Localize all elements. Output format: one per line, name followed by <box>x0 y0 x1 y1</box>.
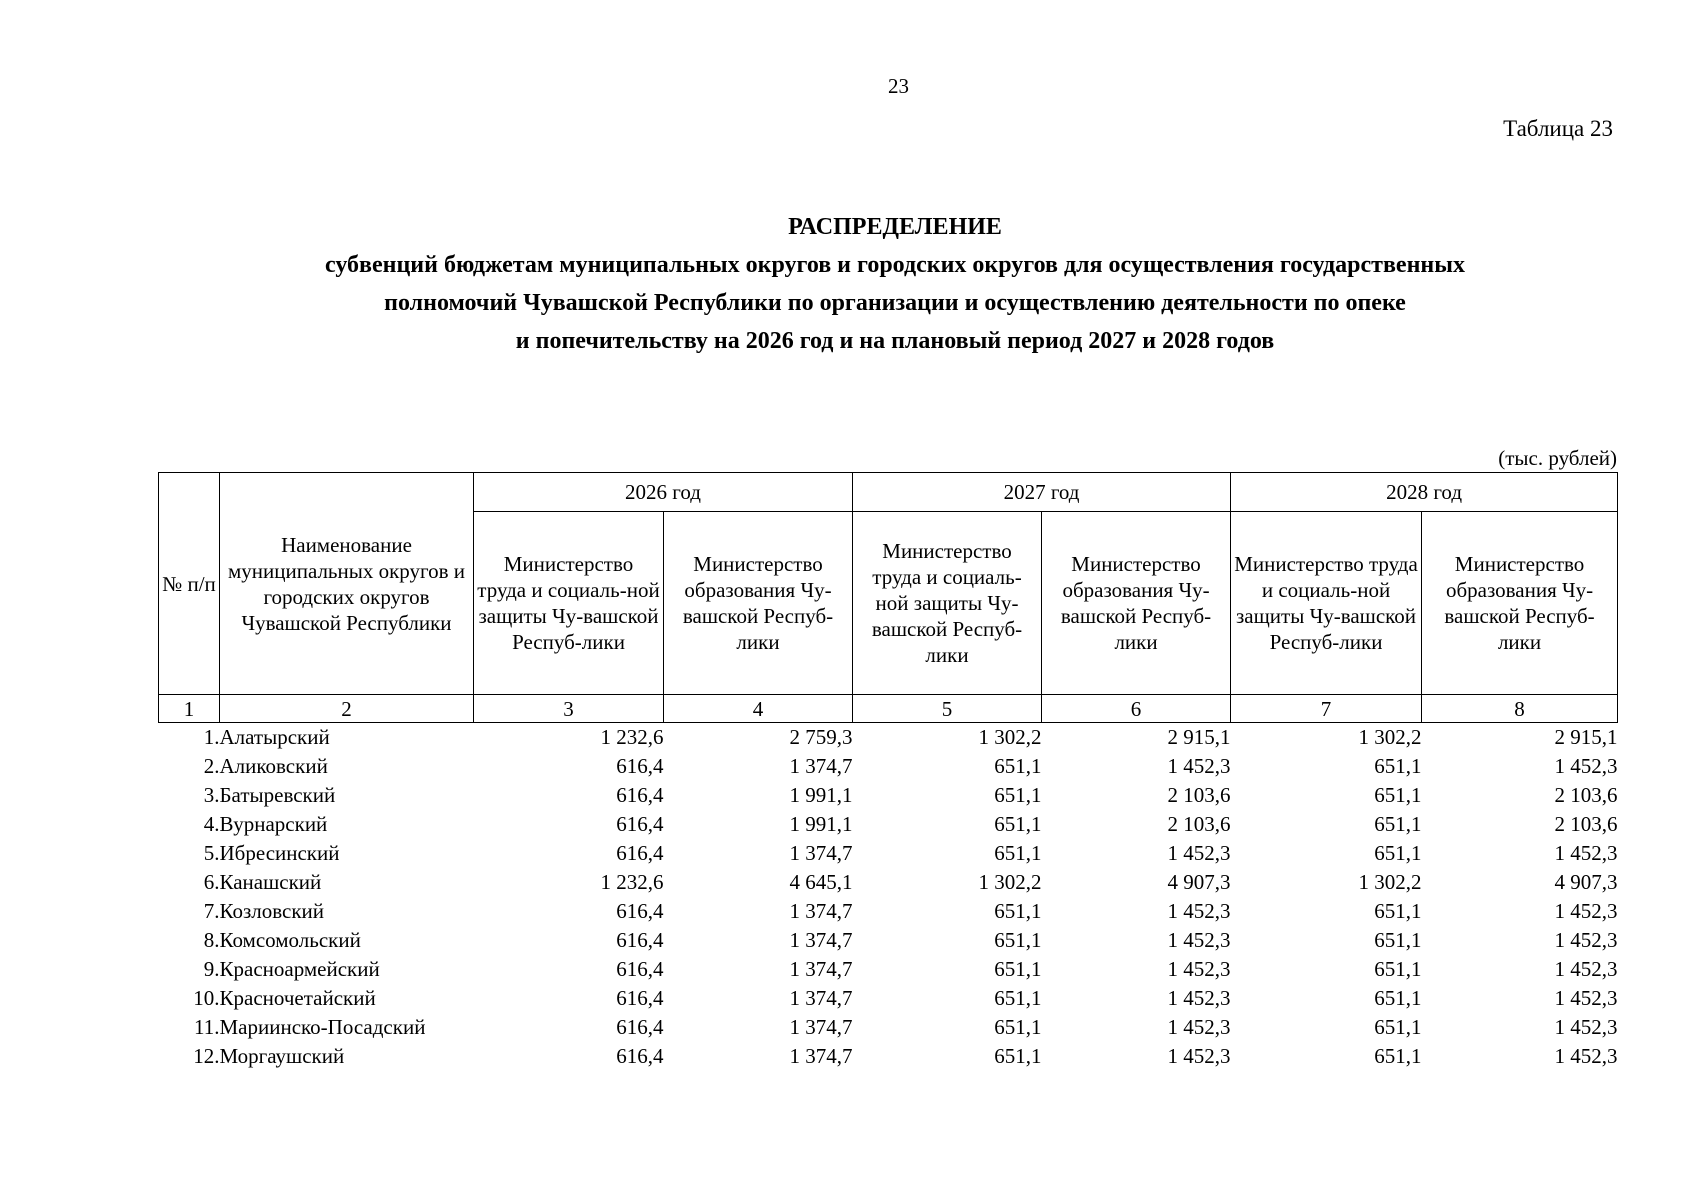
value-cell: 651,1 <box>994 928 1042 952</box>
table-row <box>159 1042 1618 1071</box>
row-number: 5. <box>203 841 220 865</box>
row-number: 6. <box>203 870 220 894</box>
value-cell: 1 374,7 <box>789 928 853 952</box>
district-name: Красноармейский <box>219 957 380 981</box>
table-row <box>159 839 1618 868</box>
value-cell: 1 452,3 <box>1554 986 1618 1010</box>
header-ministry-labor: Министерство труда и социаль-ной защиты Чу-вашской Респуб-лики <box>1231 512 1422 695</box>
value-cell: 651,1 <box>994 783 1042 807</box>
row-number: 11. <box>194 1015 220 1039</box>
value-cell: 651,1 <box>994 754 1042 778</box>
table-row <box>159 955 1618 984</box>
value-cell: 1 452,3 <box>1554 754 1618 778</box>
value-cell: 651,1 <box>1374 783 1422 807</box>
value-cell: 651,1 <box>1374 1044 1422 1068</box>
district-name: Ибресинский <box>219 841 340 865</box>
value-cell: 651,1 <box>1374 754 1422 778</box>
value-cell: 2 103,6 <box>1167 812 1231 836</box>
value-cell: 651,1 <box>994 957 1042 981</box>
value-cell: 616,4 <box>616 754 664 778</box>
value-cell: 1 374,7 <box>789 1015 853 1039</box>
value-cell: 2 915,1 <box>1167 725 1231 749</box>
table-body <box>159 723 1618 1072</box>
value-cell: 616,4 <box>616 928 664 952</box>
value-cell: 651,1 <box>994 986 1042 1010</box>
header-year: 2026 год <box>474 473 853 512</box>
value-cell: 2 103,6 <box>1554 783 1618 807</box>
table-row <box>159 984 1618 1013</box>
value-cell: 651,1 <box>994 841 1042 865</box>
header-ministry-education: Министерство образования Чу-вашской Респуб-лики <box>1422 512 1618 695</box>
value-cell: 1 374,7 <box>789 899 853 923</box>
row-number: 4. <box>203 812 220 836</box>
table-row <box>159 723 1618 753</box>
column-number: 5 <box>853 695 1042 723</box>
title-line: полномочий Чувашской Республики по организации и осуществлению деятельности по опеке <box>384 290 1406 316</box>
value-cell: 651,1 <box>1374 812 1422 836</box>
units-note: (тыс. рублей) <box>1498 446 1617 470</box>
district-name: Моргаушский <box>219 1044 345 1068</box>
value-cell: 1 991,1 <box>789 783 853 807</box>
value-cell: 1 452,3 <box>1554 957 1618 981</box>
value-cell: 1 452,3 <box>1167 841 1231 865</box>
header-year: 2028 год <box>1231 473 1618 512</box>
table-row <box>159 868 1618 897</box>
row-number: 12. <box>193 1044 220 1068</box>
value-cell: 1 302,2 <box>978 725 1042 749</box>
header-ministry-labor: Министерство труда и социаль-ной защиты Чу-вашской Респуб-лики <box>853 512 1042 695</box>
value-cell: 651,1 <box>994 1044 1042 1068</box>
title-line: субвенций бюджетам муниципальных округов и городских округов для осуществления государственных <box>325 252 1465 278</box>
header-ministry-education: Министерство образования Чу-вашской Респуб-лики <box>1042 512 1231 695</box>
table-row <box>159 1013 1618 1042</box>
district-name: Батыревский <box>219 783 336 807</box>
column-number: 2 <box>220 695 474 723</box>
district-name: Вурнарский <box>219 812 328 836</box>
header-name-col: Наименование муниципальных округов и городских округов Чувашской Республики <box>220 473 474 695</box>
value-cell: 1 452,3 <box>1167 1015 1231 1039</box>
value-cell: 1 991,1 <box>789 812 853 836</box>
value-cell: 651,1 <box>994 812 1042 836</box>
header-num-col: № п/п <box>159 473 220 695</box>
value-cell: 616,4 <box>616 957 664 981</box>
table-label: Таблица 23 <box>1503 116 1613 141</box>
value-cell: 1 452,3 <box>1167 986 1231 1010</box>
row-number: 2. <box>203 754 220 778</box>
header-year: 2027 год <box>853 473 1231 512</box>
value-cell: 1 302,2 <box>1358 725 1422 749</box>
district-name: Алатырский <box>219 725 330 749</box>
table-row <box>159 810 1618 839</box>
value-cell: 1 374,7 <box>789 986 853 1010</box>
value-cell: 651,1 <box>1374 1015 1422 1039</box>
table-row <box>159 752 1618 781</box>
value-cell: 651,1 <box>1374 899 1422 923</box>
value-cell: 616,4 <box>616 1044 664 1068</box>
page-number: 23 <box>888 74 909 98</box>
value-cell: 2 103,6 <box>1554 812 1618 836</box>
table-row <box>159 926 1618 955</box>
value-cell: 4 645,1 <box>789 870 853 894</box>
table-row <box>159 897 1618 926</box>
district-name: Красночетайский <box>219 986 376 1010</box>
value-cell: 651,1 <box>1374 841 1422 865</box>
value-cell: 616,4 <box>616 841 664 865</box>
table-row <box>159 781 1618 810</box>
document-title <box>150 208 1640 360</box>
column-number: 8 <box>1422 695 1618 723</box>
value-cell: 1 232,6 <box>600 870 664 894</box>
value-cell: 1 452,3 <box>1167 928 1231 952</box>
row-number: 1. <box>203 725 220 749</box>
value-cell: 1 452,3 <box>1167 1044 1231 1068</box>
district-name: Аликовский <box>219 754 328 778</box>
title-heading: РАСПРЕДЕЛЕНИЕ <box>788 214 1002 240</box>
value-cell: 1 374,7 <box>789 957 853 981</box>
value-cell: 1 232,6 <box>600 725 664 749</box>
value-cell: 1 374,7 <box>789 754 853 778</box>
value-cell: 1 374,7 <box>789 841 853 865</box>
district-name: Козловский <box>219 899 325 923</box>
value-cell: 616,4 <box>616 812 664 836</box>
row-number: 3. <box>203 783 220 807</box>
value-cell: 4 907,3 <box>1554 870 1618 894</box>
column-number: 6 <box>1042 695 1231 723</box>
value-cell: 616,4 <box>616 783 664 807</box>
value-cell: 4 907,3 <box>1167 870 1231 894</box>
value-cell: 2 759,3 <box>789 725 853 749</box>
column-number: 7 <box>1231 695 1422 723</box>
value-cell: 2 915,1 <box>1554 725 1618 749</box>
row-number: 8. <box>203 928 220 952</box>
value-cell: 1 452,3 <box>1167 899 1231 923</box>
district-name: Канашский <box>219 870 322 894</box>
value-cell: 1 302,2 <box>978 870 1042 894</box>
column-number: 1 <box>159 695 220 723</box>
column-number: 3 <box>474 695 664 723</box>
row-number: 9. <box>203 957 220 981</box>
value-cell: 651,1 <box>994 899 1042 923</box>
district-name: Комсомольский <box>219 928 361 952</box>
value-cell: 651,1 <box>1374 986 1422 1010</box>
value-cell: 1 452,3 <box>1554 899 1618 923</box>
value-cell: 1 374,7 <box>789 1044 853 1068</box>
title-line: и попечительству на 2026 год и на плановый период 2027 и 2028 годов <box>515 328 1275 354</box>
value-cell: 616,4 <box>616 1015 664 1039</box>
value-cell: 1 452,3 <box>1554 841 1618 865</box>
header-ministry-labor: Министерство труда и социаль-ной защиты Чу-вашской Респуб-лики <box>474 512 664 695</box>
value-cell: 1 302,2 <box>1358 870 1422 894</box>
distribution-table <box>158 472 1618 1071</box>
value-cell: 651,1 <box>1374 928 1422 952</box>
value-cell: 1 452,3 <box>1554 1015 1618 1039</box>
value-cell: 1 452,3 <box>1167 754 1231 778</box>
column-number: 4 <box>664 695 853 723</box>
value-cell: 616,4 <box>616 986 664 1010</box>
value-cell: 651,1 <box>994 1015 1042 1039</box>
value-cell: 616,4 <box>616 899 664 923</box>
value-cell: 651,1 <box>1374 957 1422 981</box>
value-cell: 1 452,3 <box>1167 957 1231 981</box>
district-name: Мариинско-Посадский <box>219 1015 426 1039</box>
value-cell: 1 452,3 <box>1554 1044 1618 1068</box>
value-cell: 2 103,6 <box>1167 783 1231 807</box>
row-number: 7. <box>203 899 220 923</box>
row-number: 10. <box>193 986 220 1010</box>
value-cell: 1 452,3 <box>1554 928 1618 952</box>
header-ministry-education: Министерство образования Чу-вашской Респуб-лики <box>664 512 853 695</box>
